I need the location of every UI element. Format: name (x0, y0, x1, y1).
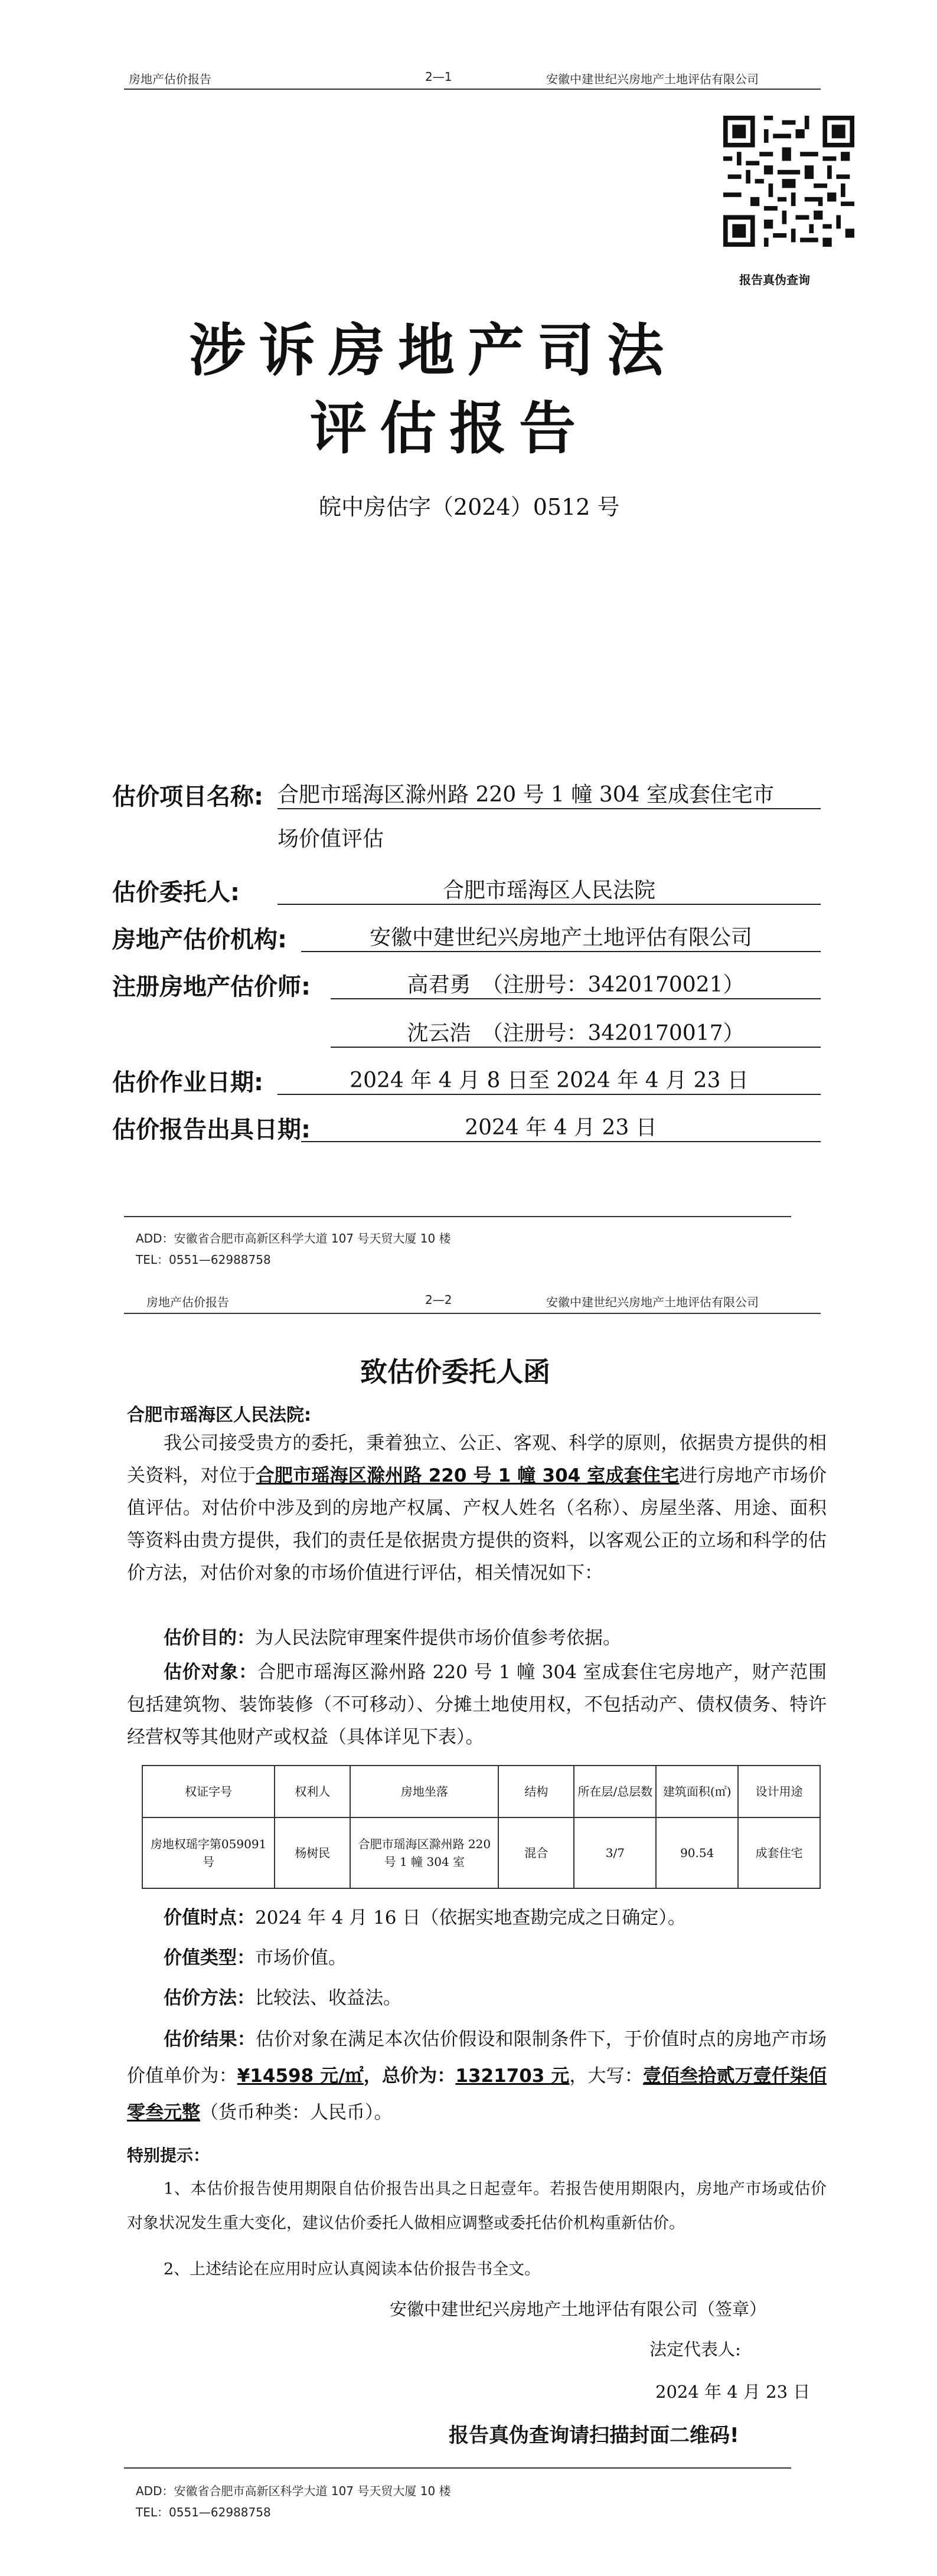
table-cell: 成套住宅 (738, 1817, 820, 1888)
purpose-label: 估价目的： (164, 1627, 255, 1649)
table-header-cell: 房地坐落 (350, 1766, 498, 1817)
appraiser-1: 高君勇 （注册号：3420170021） (331, 968, 821, 999)
total-price: 1321703 元 (455, 2065, 570, 2087)
table-header-cell: 所在层/总层数 (574, 1766, 656, 1817)
page1-footer-address: ADD：安徽省合肥市高新区科学大道 107 号天贸大厦 10 楼 (136, 1231, 451, 1245)
notice-2: 2、上述结论在应用时应认真阅读本估价报告书全文。 (164, 2260, 541, 2278)
page1-header-rule (124, 89, 821, 90)
unit-price: ¥14598 元/㎡ (237, 2065, 364, 2087)
page1-header-company: 安徽中建世纪兴房地产土地评估有限公司 (546, 72, 759, 86)
total-in-words: 壹佰叁拾贰万壹仟柒佰零叁元整 (127, 2065, 827, 2123)
report-number: 皖中房估字（2024）0512 号 (319, 494, 620, 520)
table-cell: 3/7 (574, 1817, 656, 1888)
result-text: 估价对象在满足本次估价假设和限制条件下，于价值时点的房地产市场价值单价为： (127, 2029, 827, 2087)
valuetype-paragraph (127, 1942, 827, 1975)
intro-property: 合肥市瑶海区滁州路 220 号 1 幢 304 室成套住宅 (256, 1465, 680, 1486)
qr-caption: 报告真伪查询 (739, 273, 810, 287)
page2-footer-tel: TEL：0551—62988758 (136, 2505, 271, 2519)
method-value: 比较法、收益法。 (255, 1987, 401, 2009)
agency-label: 房地产估价机构: (112, 926, 287, 953)
method-label: 估价方法： (164, 1987, 255, 2009)
agency-value: 安徽中建世纪兴房地产土地评估有限公司 (301, 921, 821, 952)
page2-header-left: 房地产估价报告 (146, 1295, 229, 1309)
table-header-cell: 权证字号 (142, 1766, 275, 1817)
appraiser-2: 沈云浩 （注册号：3420170017） (331, 1016, 821, 1048)
purpose-paragraph (127, 1622, 827, 1655)
table-row (142, 1817, 820, 1888)
method-paragraph (127, 1982, 827, 2015)
page2-footer-rule (124, 2467, 791, 2469)
result-paragraph (127, 2021, 827, 2131)
letter-title: 致估价委托人函 (360, 1356, 550, 1388)
purpose-value: 为人民法院审理案件提供市场价值参考依据。 (255, 1627, 621, 1649)
table-cell: 混合 (498, 1817, 574, 1888)
page2-footer-address: ADD：安徽省合肥市高新区科学大道 107 号天贸大厦 10 楼 (136, 2484, 451, 2498)
project-value-line1: 合肥市瑶海区滁州路 220 号 1 幢 304 室成套住宅市 (277, 778, 821, 809)
total-label: ，总价为： (363, 2065, 456, 2087)
table-header-row (142, 1766, 820, 1817)
page2-header-company: 安徽中建世纪兴房地产土地评估有限公司 (546, 1295, 759, 1309)
notice-1: 1、本估价报告使用期限自估价报告出具之日起壹年。若报告使用期限内，房地产市场或估价对象状况发生重大变化，建议估价委托人做相应调整或委托估价机构重新估价。 (127, 2180, 827, 2232)
client-label: 估价委托人: (112, 879, 240, 906)
appraiser-label: 注册房地产估价师: (112, 973, 311, 1001)
signature-date: 2024 年 4 月 23 日 (655, 2382, 811, 2402)
salutation: 合肥市瑶海区人民法院: (127, 1405, 311, 1426)
object-label: 估价对象： (164, 1662, 257, 1683)
currency-note: （货币种类：人民币）。 (200, 2102, 393, 2123)
page1-footer-tel: TEL：0551—62988758 (136, 1253, 271, 1267)
object-value: 合肥市瑶海区滁州路 220 号 1 幢 304 室成套住宅房地产，财产范围包括建筑物、装饰装修（不可移动）、分摊土地使用权，不包括动产、债权债务、特许经营权等其他财产或权益（具体详见下表）。 (127, 1662, 827, 1748)
table-header-cell: 建筑面积(㎡) (656, 1766, 738, 1817)
intro-pre: 我公司接受贵方的委托，秉着独立、公正、客观、科学的原则，依据贵方提供的相关资料，对位于 (127, 1433, 827, 1486)
page1-footer-rule (124, 1216, 791, 1217)
project-label: 估价项目名称: (112, 783, 263, 810)
issue-date-value: 2024 年 4 月 23 日 (301, 1111, 821, 1142)
report-title-line1: 涉诉房地产司法 (189, 318, 677, 384)
table-cell: 房地权瑶字第059091 号 (142, 1817, 275, 1888)
notice-title: 特别提示： (127, 2146, 210, 2165)
table-header-cell: 设计用途 (738, 1766, 820, 1817)
legal-representative: 法定代表人: (649, 2339, 741, 2359)
table-cell: 90.54 (656, 1817, 738, 1888)
client-value: 合肥市瑶海区人民法院 (277, 874, 821, 905)
project-value-line2: 场价值评估 (277, 827, 384, 851)
table-header-cell: 结构 (498, 1766, 574, 1817)
timepoint-paragraph (127, 1902, 827, 1934)
signer: 安徽中建世纪兴房地产土地评估有限公司（签章） (390, 2299, 767, 2319)
issue-date-label: 估价报告出具日期: (112, 1116, 311, 1143)
intro-post: 进行房地产市场价值评估。对估价中涉及到的房地产权属、产权人姓名（名称）、房屋坐落、用途、面积等资料由贵方提供，我们的责任是依据贵方提供的资料，以客观公正的立场和科学的估价方法，对估价对象的市场价值进行评估，相关情况如下： (127, 1465, 827, 1584)
table-cell: 杨树民 (275, 1817, 350, 1888)
property-table (142, 1765, 821, 1889)
valuetype-label: 价值类型： (164, 1947, 255, 1969)
timepoint-label: 价值时点： (164, 1907, 255, 1928)
upper-label: ，大写： (569, 2065, 643, 2087)
object-paragraph (127, 1656, 827, 1754)
timepoint-value: 2024 年 4 月 16 日（依据实地查勘完成之日确定）。 (255, 1907, 686, 1928)
page1-header-left: 房地产估价报告 (129, 72, 211, 86)
table-cell: 合肥市瑶海区滁州路 220 号 1 幢 304 室 (350, 1817, 498, 1888)
work-date-value: 2024 年 4 月 8 日至 2024 年 4 月 23 日 (277, 1064, 821, 1095)
qr-code-image[interactable] (723, 116, 854, 247)
page1-header-page: 2—1 (425, 70, 452, 84)
valuetype-value: 市场价值。 (255, 1947, 347, 1969)
work-date-label: 估价作业日期: (112, 1069, 263, 1096)
scan-qr-note: 报告真伪查询请扫描封面二维码! (449, 2424, 739, 2447)
intro-paragraph (127, 1427, 827, 1590)
page2-header-rule (124, 1313, 821, 1314)
table-header-cell: 权利人 (275, 1766, 350, 1817)
result-label: 估价结果： (164, 2029, 256, 2050)
report-title-line2: 评估报告 (310, 395, 589, 462)
page2-header-page: 2—2 (425, 1293, 452, 1307)
